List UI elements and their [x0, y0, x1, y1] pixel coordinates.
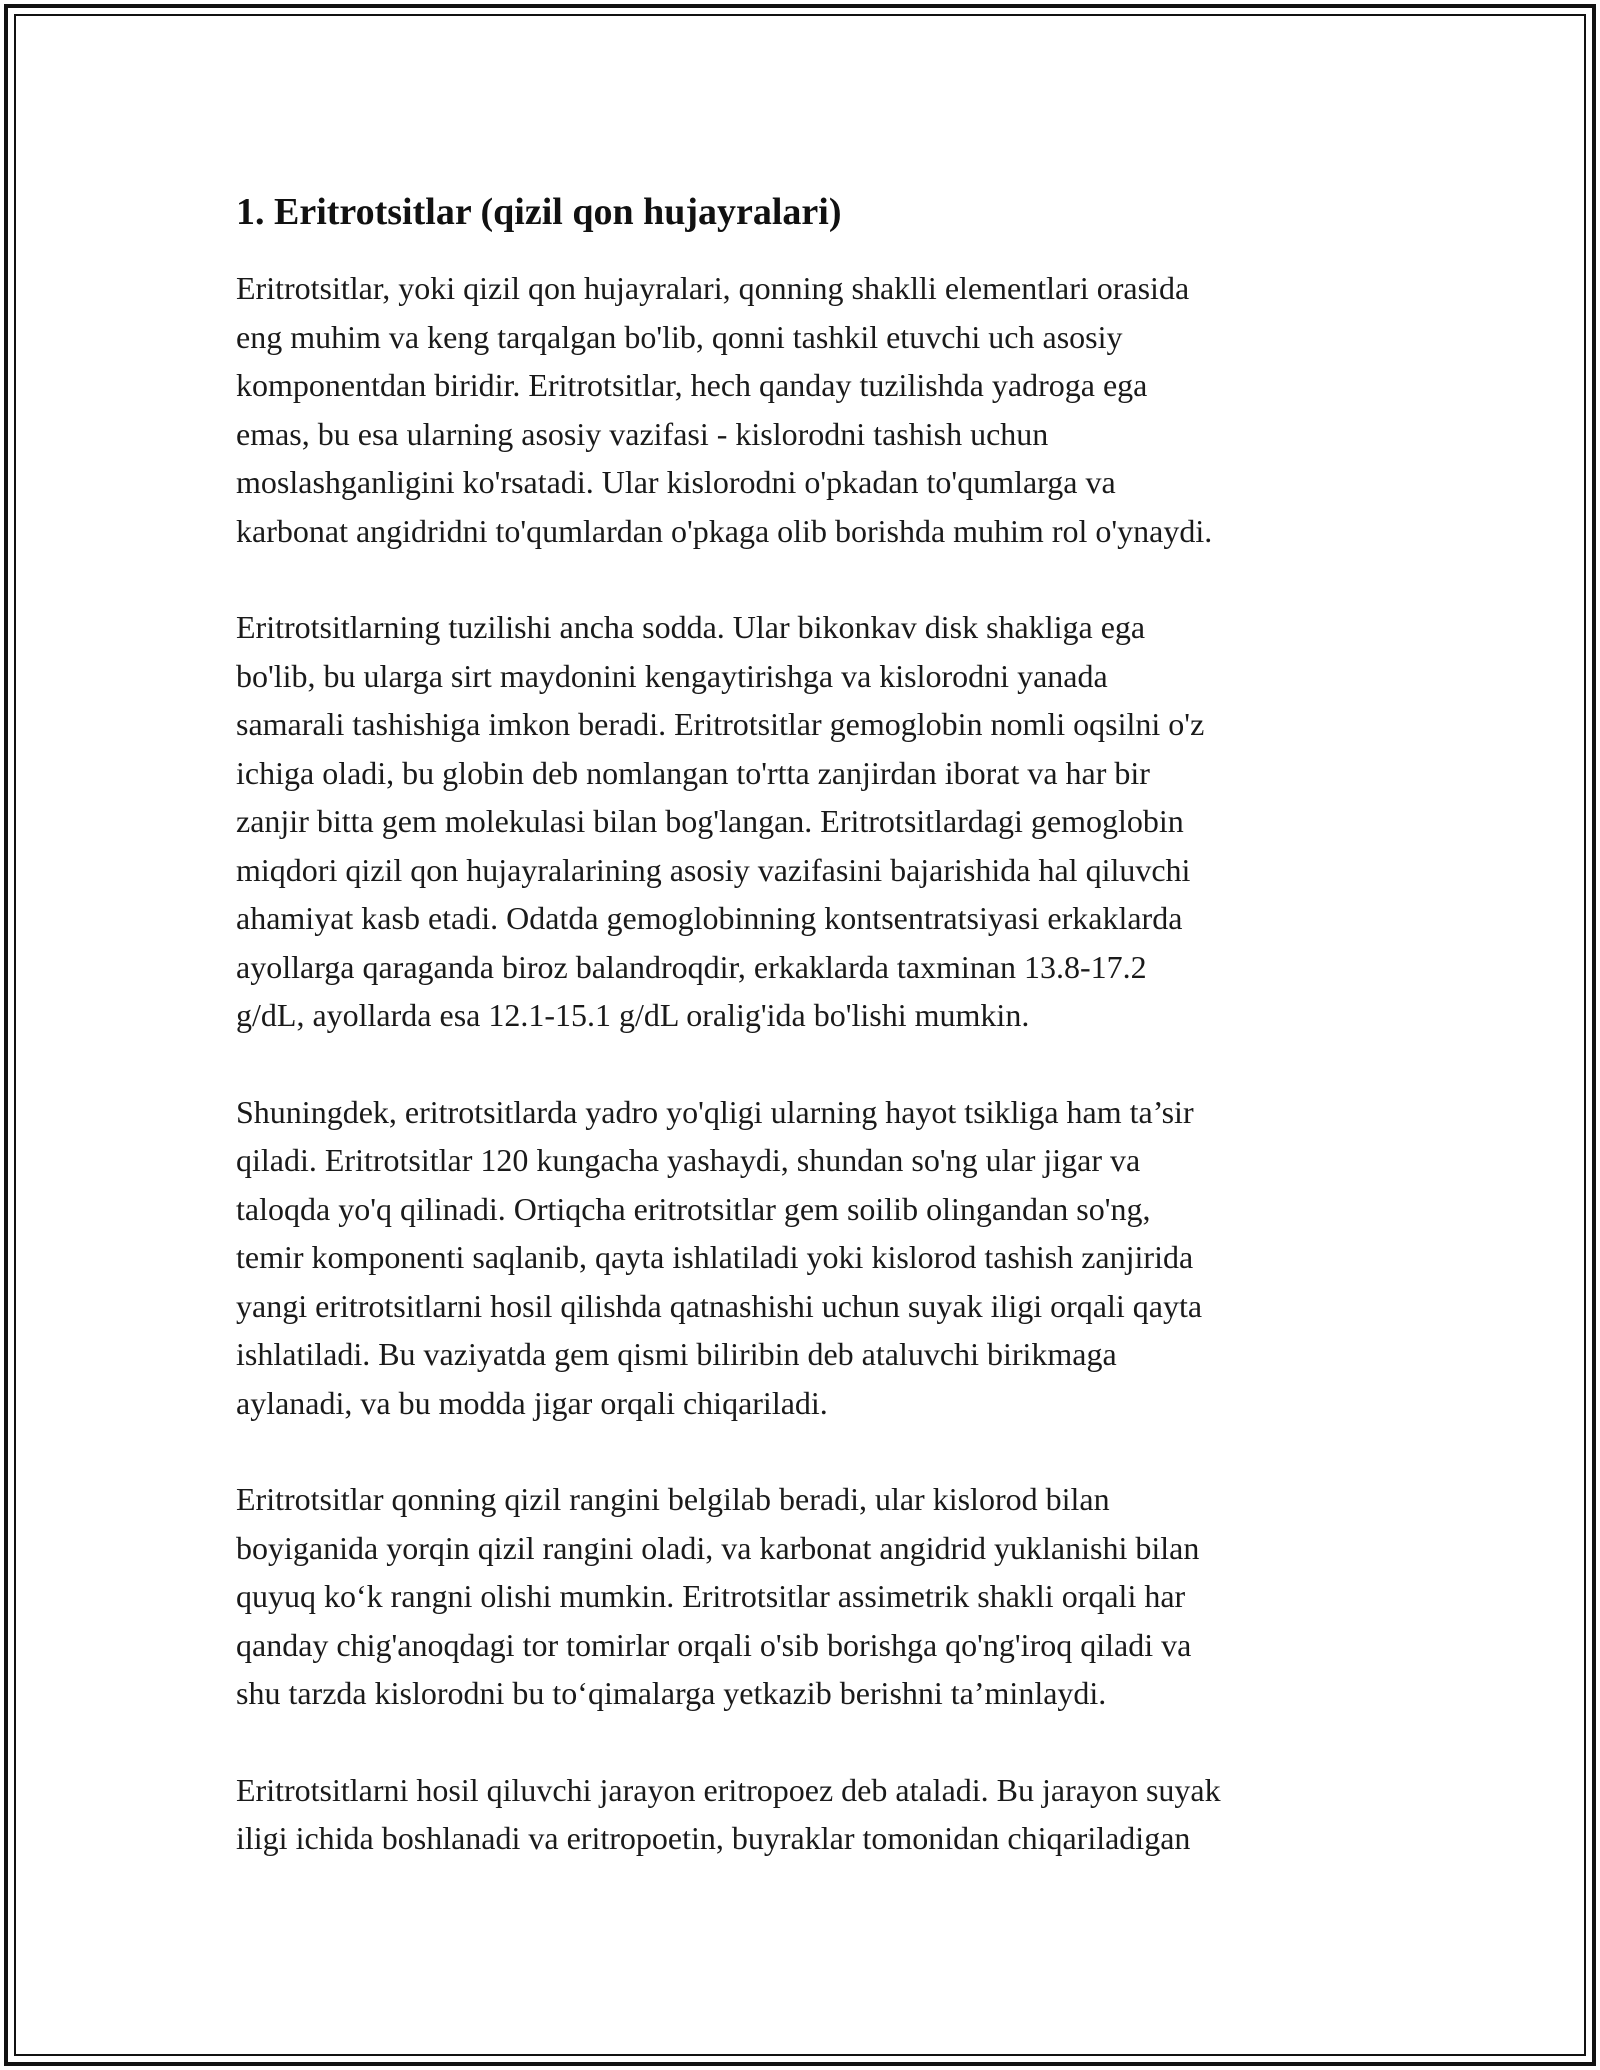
paragraph-5: Eritrotsitlarni hosil qiluvchi jarayon eritropoez deb ataladi. Bu jarayon suyak iligi ichida boshlanadi va eritropoetin, buyraklar tomonidan chiqariladigan: [236, 1771, 1221, 1856]
document-page: [236, 188, 1376, 1911]
paragraph-3: Shuningdek, eritrotsitlarda yadro yo'qligi ularning hayot tsikliga ham ta’sir qiladi. Eritrotsitlar 120 kungacha yashaydi, shundan so'ng ular jigar va taloqda yo'q qilinadi. Ortiqcha eritrotsitlar gem soilib olingandan so'ng, temir komponenti saqlanib, qayta ishlatiladi yoki kislorod tashish zanjirida yangi eritrotsitlarni hosil qilishda qatnashishi uchun suyak iligi orqali qayta ishlatiladi. Bu vaziyatda gem qismi biliribin deb ataluvchi birikmaga aylanadi, va bu modda jigar orqali chiqariladi.: [236, 1093, 1203, 1421]
paragraph-4: Eritrotsitlar qonning qizil rangini belgilab beradi, ular kislorod bilan boyiganida yorqin qizil rangini oladi, va karbonat angidrid yuklanishi bilan quyuq ko‘k rangni olishi mumkin. Eritrotsitlar assimetrik shakli orqali har qanday chig'anoqdagi tor tomirlar orqali o'sib borishga qo'ng'iroq qiladi va shu tarzda kislorodni bu to‘qimalarga yetkazib berishni ta’minlaydi.: [236, 1481, 1200, 1711]
section-heading: 1. Eritrotsitlar (qizil qon hujayralari): [236, 191, 842, 233]
paragraph-1: Eritrotsitlar, yoki qizil qon hujayralari, qonning shaklli elementlari orasida eng muhim va keng tarqalgan bo'lib, qonni tashkil etuvchi uch asosiy komponentdan biridir. Eritrotsitlar, hech qanday tuzilishda yadroga ega emas, bu esa ularning asosiy vazifasi - kislorodni tashish uchun moslashganligini ko'rsatadi. Ular kislorodni o'pkadan to'qumlarga va karbonat angidridni to'qumlardan o'pkaga olib borishda muhim rol o'ynaydi.: [236, 270, 1213, 549]
paragraph-2: Eritrotsitlarning tuzilishi ancha sodda. Ular bikonkav disk shakliga ega bo'lib, bu ularga sirt maydonini kengaytirishga va kislorodni yanada samarali tashishiga imkon beradi. Eritrotsitlar gemoglobin nomli oqsilni o'z ichiga oladi, bu globin deb nomlangan to'rtta zanjirdan iborat va har bir zanjir bitta gem molekulasi bilan bog'langan. Eritrotsitlardagi gemoglobin miqdori qizil qon hujayralarining asosiy vazifasini bajarishida hal qiluvchi ahamiyat kasb etadi. Odatda gemoglobinning kontsentratsiyasi erkaklarda ayollarga qaraganda biroz balandroqdir, erkaklarda taxminan 13.8-17.2 g/dL, ayollarda esa 12.1-15.1 g/dL oralig'ida bo'lishi mumkin.: [236, 609, 1205, 1033]
